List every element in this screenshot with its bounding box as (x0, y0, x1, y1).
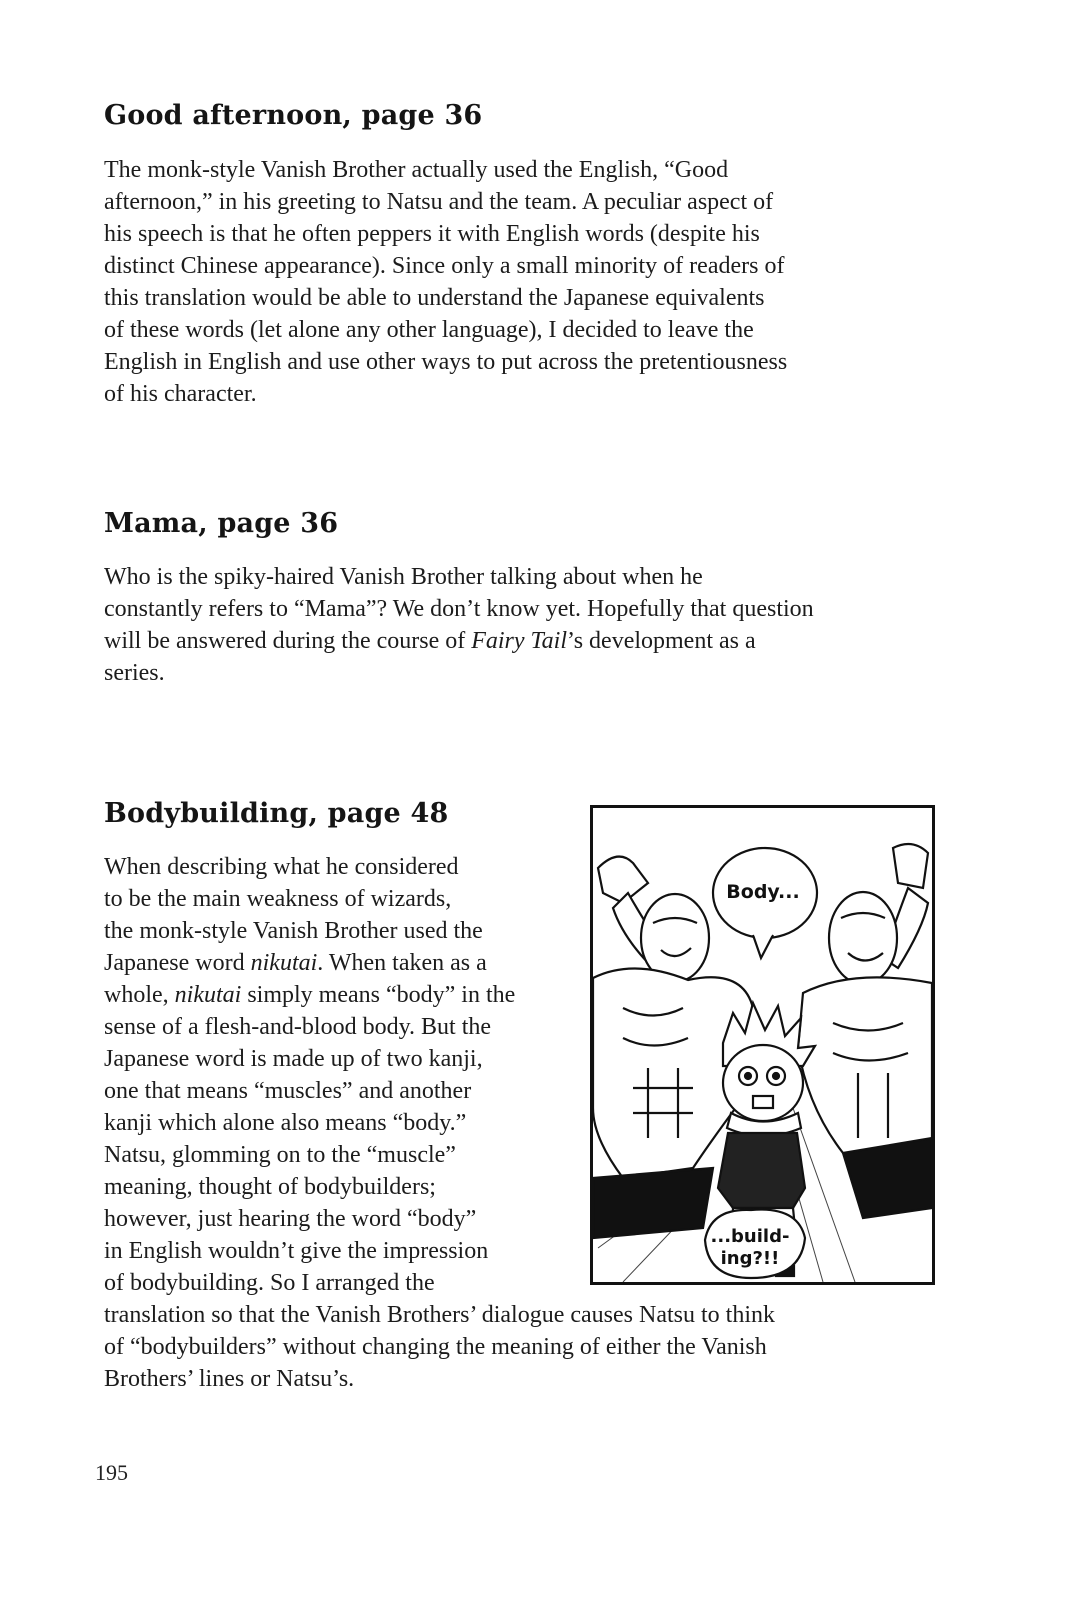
right-bodybuilder-figure (798, 844, 932, 1218)
text-line: kanji which alone also means “body.” (104, 1110, 467, 1136)
text-line: in English wouldn’t give the impression (104, 1238, 489, 1264)
bubble-line: ing?!! (720, 1248, 780, 1269)
section-heading-bodybuilding: Bodybuilding, page 48 (104, 798, 449, 829)
text-run: ’s development as a (567, 628, 756, 654)
text-line: Natsu, glomming on to the “muscle” (104, 1142, 456, 1168)
text-line: this translation would be able to understand the Japanese equivalents (104, 285, 765, 311)
text-line: English in English and use other ways to put across the pretentiousness (104, 349, 788, 375)
text-line: of his character. (104, 381, 257, 407)
text-line: his speech is that he often peppers it with English words (despite his (104, 221, 760, 247)
text-line: sense of a flesh-and-blood body. But the (104, 1014, 492, 1040)
text-line: of these words (let alone any other language), I decided to leave the (104, 317, 754, 343)
section-heading-mama: Mama, page 36 (104, 508, 339, 539)
text-line: Who is the spiky-haired Vanish Brother talking about when he (104, 564, 703, 590)
text-line: the monk-style Vanish Brother used the (104, 918, 483, 944)
text-line: of bodybuilding. So I arranged the (104, 1270, 435, 1296)
section-body-mama (104, 561, 814, 689)
page-number: 195 (95, 1460, 128, 1485)
bubble-line: ...build- (710, 1226, 790, 1247)
speech-bubble-top-text: Body... (726, 881, 800, 903)
text-line: Brothers’ lines or Natsu’s. (104, 1366, 355, 1392)
text-line-with-title (104, 625, 814, 657)
text-line: to be the main weakness of wizards, (104, 886, 452, 912)
text-line: one that means “muscles” and another (104, 1078, 472, 1104)
manga-panel (590, 805, 935, 1285)
text-line: constantly refers to “Mama”? We don’t know yet. Hopefully that question (104, 596, 814, 622)
text-line: When describing what he considered (104, 854, 459, 880)
text-line: translation so that the Vanish Brothers’ dialogue causes Natsu to think (104, 1302, 775, 1328)
text-line: Japanese word is made up of two kanji, (104, 1046, 483, 1072)
text-line: distinct Chinese appearance). Since only a small minority of readers of (104, 253, 785, 279)
text-run: Japanese word (104, 950, 251, 976)
text-line: meaning, thought of bodybuilders; (104, 1174, 436, 1200)
text-run: simply means “body” in the (241, 982, 516, 1008)
text-run: will be answered during the course of (104, 628, 472, 654)
text-run: whole, (104, 982, 175, 1008)
section-body-good-afternoon (104, 154, 787, 410)
manga-title: Fairy Tail (471, 628, 568, 654)
text-line: series. (104, 660, 165, 686)
text-line: afternoon,” in his greeting to Natsu and the team. A peculiar aspect of (104, 189, 774, 215)
section-heading-good-afternoon: Good afternoon, page 36 (104, 100, 483, 131)
japanese-term: nikutai (250, 950, 318, 976)
speech-bubble-bottom-text (705, 1226, 795, 1270)
text-line: The monk-style Vanish Brother actually used the English, “Good (104, 157, 729, 183)
text-run: . When taken as a (317, 950, 487, 976)
japanese-term: nikutai (174, 982, 242, 1008)
text-line: however, just hearing the word “body” (104, 1206, 477, 1232)
text-line: of “bodybuilders” without changing the meaning of either the Vanish (104, 1334, 767, 1360)
